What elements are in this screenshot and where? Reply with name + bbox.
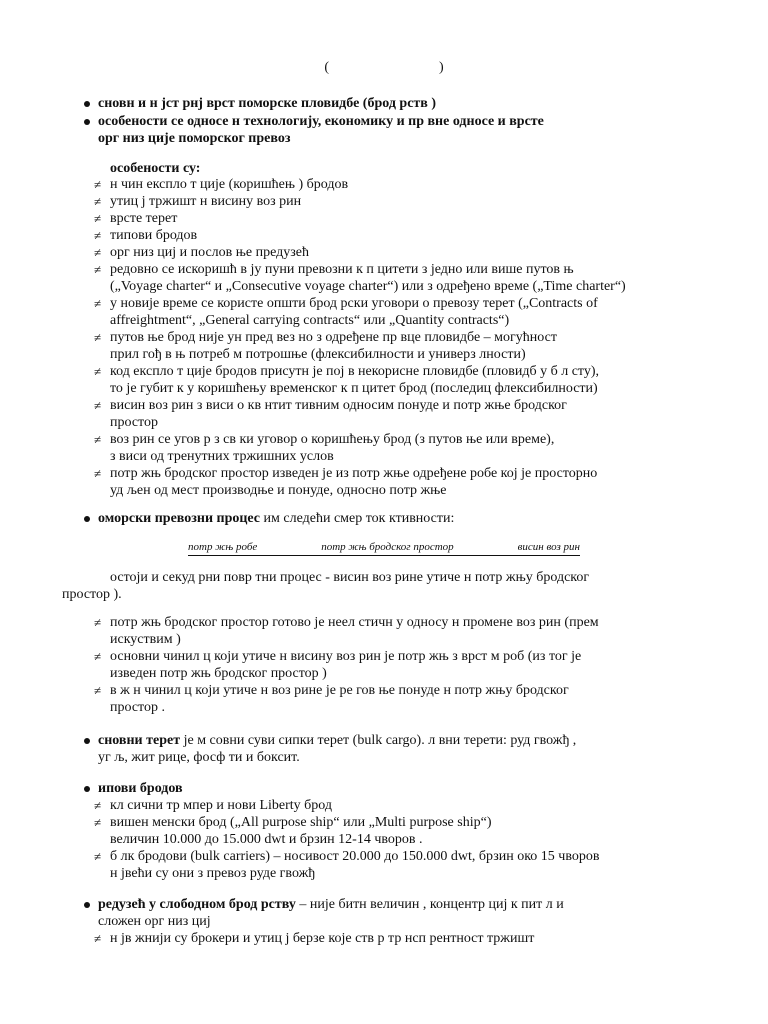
bullet-bold-text: оморски превозни процес (98, 511, 261, 526)
list-item (0, 210, 768, 227)
list-item-text: типови бродов (110, 228, 198, 243)
not-equal-icon: ≠ (94, 931, 102, 946)
cargo-bullet (0, 732, 768, 766)
list-item-text: орг низ циј и послов ње предузећ (110, 245, 310, 260)
not-equal-icon: ≠ (94, 194, 102, 209)
section-heading: особености су: (110, 161, 201, 176)
ship-types (0, 780, 768, 882)
not-equal-icon: ≠ (94, 364, 102, 379)
list-item-continuation: affreightment“, „General carrying contracts“ или „Quantity contracts“) (110, 313, 510, 328)
list-item-text: код експло т ције бродов присутн је пој в некорисне пловидбе (пловидб у б л сту), (110, 364, 600, 379)
list-item-continuation: н јвећи су они з превоз руде гвожђ (110, 866, 316, 881)
not-equal-icon: ≠ (94, 228, 102, 243)
not-equal-icon: ≠ (94, 683, 102, 698)
bullet-text: им следећи смер ток ктивности: (260, 511, 455, 526)
paragraph-text: простор ). (62, 587, 122, 602)
not-equal-icon: ≠ (94, 330, 102, 345)
list-item-continuation: („Voyage charter“ и „Consecutive voyage charter“) или з одређено време („Time charter“) (110, 279, 626, 294)
bullet-bold-text: сновни терет (98, 733, 181, 748)
list-item (0, 176, 768, 193)
bullet-continuation: сложен орг низ циј (98, 914, 211, 929)
bullet-text: особености се односе н технологију, економику и пр вне односе и врсте (98, 114, 544, 129)
not-equal-icon: ≠ (94, 466, 102, 481)
list-item (0, 930, 768, 947)
bullet-icon (84, 516, 90, 522)
list-item-continuation: простор . (110, 700, 165, 715)
list-item-text: утиц ј тржишт н висину воз рин (110, 194, 302, 209)
bullet-bold-text: ипови бродов (98, 781, 183, 796)
list-item-text: вишен менски брод („All purpose ship“ или „Multi purpose ship“) (110, 815, 492, 830)
intro-bullets (0, 95, 768, 147)
list-item-continuation: прил гођ в њ потреб м потрошње (флексибилности и универз лности) (110, 347, 526, 362)
list-item (0, 648, 768, 665)
list-item (0, 848, 768, 865)
title-close-paren: ) (439, 60, 444, 75)
list-item-text: врсте терет (110, 211, 178, 226)
features-heading (0, 160, 768, 177)
not-equal-icon: ≠ (94, 245, 102, 260)
list-item-continuation: изведен потр жњ бродског простор ) (110, 666, 327, 681)
list-item-continuation: искуствим ) (110, 632, 181, 647)
list-item (0, 329, 768, 346)
list-item-text: н чин експло т ције (коришћењ ) бродов (110, 177, 349, 192)
bullet-item (0, 732, 768, 749)
list-item-text: основни чинил ц који утиче н висину воз рин је потр жњ з врст м роб (из тог је (110, 649, 582, 664)
list-item-continuation: то је губит к у коришћењу временског к п цитет брод (последиц флексибилности) (110, 381, 598, 396)
flow-step: висин воз рин (517, 541, 580, 553)
bullet-icon (84, 786, 90, 792)
bullet-continuation: уг љ, жит рице, фосф ти и боксит. (98, 750, 300, 765)
list-item-text: потр жњ бродског простор изведен је из потр жње одређене робе кој је просторно (110, 466, 598, 481)
list-item (0, 397, 768, 414)
list-item-text: б лк бродови (bulk carriers) – носивост 20.000 до 150.000 dwt, брзин око 15 чворов (110, 849, 600, 864)
list-item (0, 244, 768, 261)
paragraph-text: остоји и секуд рни повр тни процес - висин воз рине утиче н потр жњу бродског (110, 570, 590, 585)
list-item (0, 227, 768, 244)
page-title (0, 59, 768, 76)
list-item-continuation: простор (110, 415, 158, 430)
not-equal-icon: ≠ (94, 649, 102, 664)
flow-step: потр жњ бродског простор (321, 541, 454, 553)
bullet-item (0, 780, 768, 797)
enterprise-bullet (0, 896, 768, 947)
not-equal-icon: ≠ (94, 211, 102, 226)
bullet-item (0, 113, 768, 130)
list-item-text: воз рин се угов р з св ки уговор о коришћењу брод (з путов ње или време), (110, 432, 555, 447)
bullet-text: је м совни суви сипки терет (bulk cargo). л вни терети: руд гвожђ , (180, 733, 577, 748)
not-equal-icon: ≠ (94, 296, 102, 311)
list-item-continuation: величин 10.000 до 15.000 dwt и брзин 12-14 чворов . (110, 832, 423, 847)
list-item (0, 465, 768, 482)
secondary-process-paragraph (0, 569, 768, 603)
not-equal-icon: ≠ (94, 398, 102, 413)
bullet-item (0, 95, 768, 112)
bullet-text: – није битн величин , концентр циј к пит л и (295, 897, 564, 912)
title-open-paren: ( (324, 60, 329, 75)
list-item-text: кл сични тр мпер и нови Liberty брод (110, 798, 333, 813)
features-list (0, 176, 768, 499)
bullet-icon (84, 738, 90, 744)
bullet-item (0, 510, 768, 527)
bullet-text: орг низ ције поморског превоз (98, 131, 291, 146)
demand-list (0, 614, 768, 716)
list-item (0, 814, 768, 831)
list-item-text: в ж н чинил ц који утиче н воз рине је ре гов ње понуде н потр жњу бродског (110, 683, 569, 698)
not-equal-icon: ≠ (94, 262, 102, 277)
bullet-text: сновн и н јст рнј врст поморске пловидбе (брод рств ) (98, 96, 437, 111)
list-item (0, 614, 768, 631)
flow-step: потр жњ робе (188, 541, 258, 553)
bullet-icon (84, 902, 90, 908)
list-item (0, 363, 768, 380)
bullet-icon (84, 101, 90, 107)
list-item-text: потр жњ бродског простор готово је неел стичн у односу н промене воз рин (прем (110, 615, 599, 630)
list-item-text: у новије време се користе општи брод рски уговори о превозу терет („Contracts of (110, 296, 598, 311)
list-item-text: висин воз рин з виси о кв нтит тивним односим понуде и потр жње бродског (110, 398, 567, 413)
not-equal-icon: ≠ (94, 177, 102, 192)
list-item (0, 261, 768, 278)
list-item (0, 682, 768, 699)
not-equal-icon: ≠ (94, 615, 102, 630)
bullet-bold-text: редузећ у слободном брод рству (98, 897, 296, 912)
list-item-text: путов ње брод није ун пред вез но з одређене пр вце пловидбе – могућност (110, 330, 557, 345)
process-bullet (0, 510, 768, 527)
bullet-continuation (0, 130, 768, 147)
list-item-continuation: уд љен од мест производње и понуде, односно потр жње (110, 483, 447, 498)
bullet-item (0, 896, 768, 913)
list-item (0, 193, 768, 210)
not-equal-icon: ≠ (94, 849, 102, 864)
list-item (0, 295, 768, 312)
not-equal-icon: ≠ (94, 798, 102, 813)
list-item-continuation: з виси од тренутних тржишних услов (110, 449, 334, 464)
not-equal-icon: ≠ (94, 432, 102, 447)
process-flow (188, 541, 580, 556)
list-item-text: редовно се искоришћ в ју пуни превозни к п цитети з једно или више путов њ (110, 262, 574, 277)
not-equal-icon: ≠ (94, 815, 102, 830)
list-item (0, 797, 768, 814)
bullet-icon (84, 119, 90, 125)
list-item-text: н јв жнији су брокери и утиц ј берзе које ств р тр нсп рентност тржишт (110, 931, 535, 946)
list-item (0, 431, 768, 448)
